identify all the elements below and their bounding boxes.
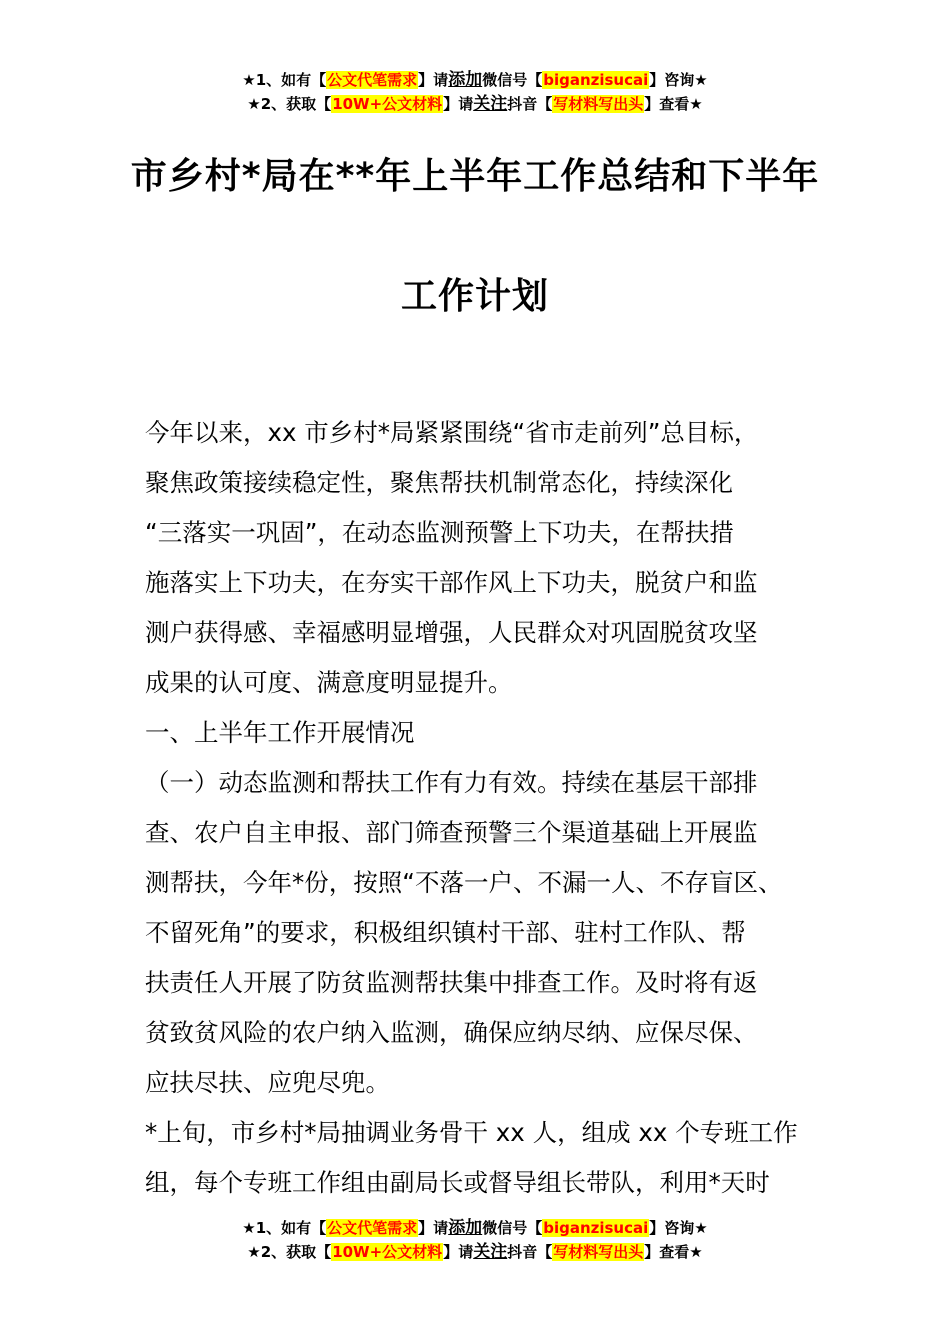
notice-text: 】请 (443, 1243, 474, 1261)
notice-highlight: 10W+公文材料 (332, 1243, 443, 1261)
notice-text: 】咨询★ (649, 1219, 708, 1237)
body-line: 测帮扶，今年*份，按照“不落一户、不漏一人、不存盲区、 (145, 868, 783, 897)
notice-text: 】请 (418, 1219, 449, 1237)
footer-notice (0, 1216, 950, 1264)
body-line: 不留死角”的要求，积极组织镇村干部、驻村工作队、帮 (145, 918, 746, 947)
notice-line-2 (0, 1240, 950, 1264)
document-title-line-2: 工作计划 (400, 276, 549, 317)
body-line: （一）动态监测和帮扶工作有力有效。持续在基层干部排 (145, 768, 758, 797)
body-line: 测户获得感、幸福感明显增强，人民群众对巩固脱贫攻坚 (145, 618, 758, 647)
notice-highlight: 10W+公文材料 (332, 95, 443, 113)
body-line: 施落实上下功夫，在夯实干部作风上下功夫，脱贫户和监 (145, 568, 758, 597)
body-line: 组，每个专班工作组由副局长或督导组长带队，利用*天时 (145, 1168, 770, 1197)
notice-text: 微信号【 (482, 1219, 543, 1237)
notice-text: 】请 (418, 71, 449, 89)
body-line: 贫致贫风险的农户纳入监测，确保应纳尽纳、应保尽保、 (145, 1018, 758, 1047)
notice-text: ★1、如有【 (242, 71, 327, 89)
wechat-id-highlight: biganzisucai (543, 1219, 649, 1237)
body-line: 应扶尽扶、应兜尽兜。 (145, 1068, 390, 1097)
notice-emphasis: 关注 (473, 1242, 508, 1262)
douyin-id-highlight: 写材料写出头 (553, 1243, 644, 1261)
body-line: “三落实一巩固”，在动态监测预警上下功夫，在帮扶措 (145, 518, 734, 547)
section-heading: 一、上半年工作开展情况 (145, 718, 415, 747)
body-line: 查、农户自主申报、部门筛查预警三个渠道基础上开展监 (145, 818, 758, 847)
body-line: *上旬，市乡村*局抽调业务骨干 xx 人，组成 xx 个专班工作 (145, 1118, 798, 1147)
body-line: 今年以来，xx 市乡村*局紧紧围绕“省市走前列”总目标， (145, 418, 759, 447)
notice-text: 抖音【 (507, 95, 553, 113)
notice-text: ★2、获取【 (247, 95, 332, 113)
document-title-line-1: 市乡村*局在**年上半年工作总结和下半年 (130, 156, 820, 197)
notice-text: 抖音【 (507, 1243, 553, 1261)
notice-highlight: 公文代笔需求 (327, 1219, 418, 1237)
notice-emphasis: 关注 (473, 94, 508, 114)
notice-emphasis: 添加 (448, 1218, 483, 1238)
notice-text: ★1、如有【 (242, 1219, 327, 1237)
notice-emphasis: 添加 (448, 70, 483, 90)
notice-text: ★2、获取【 (247, 1243, 332, 1261)
header-notice (0, 68, 950, 116)
notice-text: 】查看★ (644, 95, 703, 113)
body-line: 成果的认可度、满意度明显提升。 (145, 668, 513, 697)
notice-text: 微信号【 (482, 71, 543, 89)
notice-text: 】查看★ (644, 1243, 703, 1261)
wechat-id-highlight: biganzisucai (543, 71, 649, 89)
notice-line-2 (0, 92, 950, 116)
notice-line-1 (0, 68, 950, 92)
notice-line-1 (0, 1216, 950, 1240)
body-line: 聚焦政策接续稳定性，聚焦帮扶机制常态化，持续深化 (145, 468, 733, 497)
douyin-id-highlight: 写材料写出头 (553, 95, 644, 113)
document-body (145, 408, 815, 1208)
notice-highlight: 公文代笔需求 (327, 71, 418, 89)
body-line: 扶责任人开展了防贫监测帮扶集中排查工作。及时将有返 (145, 968, 758, 997)
notice-text: 】请 (443, 95, 474, 113)
notice-text: 】咨询★ (649, 71, 708, 89)
